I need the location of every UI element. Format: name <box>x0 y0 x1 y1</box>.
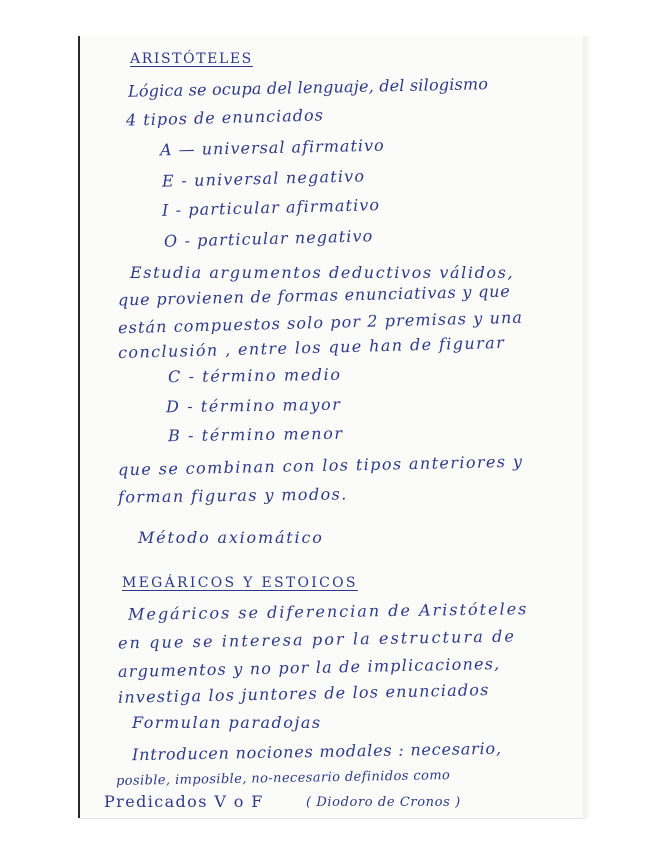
paragraph-line: Estudia argumentos deductivos válidos, <box>130 263 515 282</box>
paragraph-line: investiga los juntores de los enunciados <box>117 680 490 707</box>
paradoxes-note: Formulan paradojas <box>132 713 322 732</box>
paragraph-line: forman figuras y modos. <box>117 484 348 507</box>
statement-type-o: O - particular negativo <box>163 226 374 251</box>
paragraph-line: Megáricos se diferencian de Aristóteles <box>127 599 529 624</box>
paragraph-line: que provienen de formas enunciativas y que <box>117 281 511 310</box>
page-edge-shadow <box>583 36 591 818</box>
statement-type-i: I - particular afirmativo <box>161 195 381 220</box>
paragraph-line: argumentos y no por la de implicaciones, <box>117 653 501 682</box>
diodoro-note: ( Diodoro de Cronos ) <box>306 795 461 810</box>
term-middle: C - término medio <box>167 364 342 387</box>
axiomatic-method-note: Método axiomático <box>138 528 324 547</box>
heading-aristoteles: ARISTÓTELES <box>130 51 253 67</box>
statement-type-a: A — universal afirmativo <box>159 135 385 160</box>
statement-type-e: E - universal negativo <box>161 166 366 191</box>
predicates-note: Predicados V o F <box>104 792 264 811</box>
paragraph-line: posible, imposible, no-necesario definidos como <box>115 768 451 789</box>
heading-megaricos-estoicos: MEGÁRICOS Y ESTOICOS <box>122 575 358 591</box>
term-minor: B - término menor <box>167 423 344 446</box>
paragraph-line: están compuestos solo por 2 premisas y una <box>117 307 524 338</box>
paragraph-line: en que se interesa por la estructura de <box>117 626 517 653</box>
term-major: D - término mayor <box>165 394 342 417</box>
note-line: 4 tipos de enunciados <box>125 105 325 130</box>
paragraph-line: que se combinan con los tipos anteriores y <box>117 451 524 480</box>
note-line: Lógica se ocupa del lenguaje, del silogismo <box>127 74 489 101</box>
paragraph-line: conclusión , entre los que han de figurar <box>117 332 506 363</box>
paragraph-line: Introducen nociones modales : necesario, <box>131 738 502 765</box>
